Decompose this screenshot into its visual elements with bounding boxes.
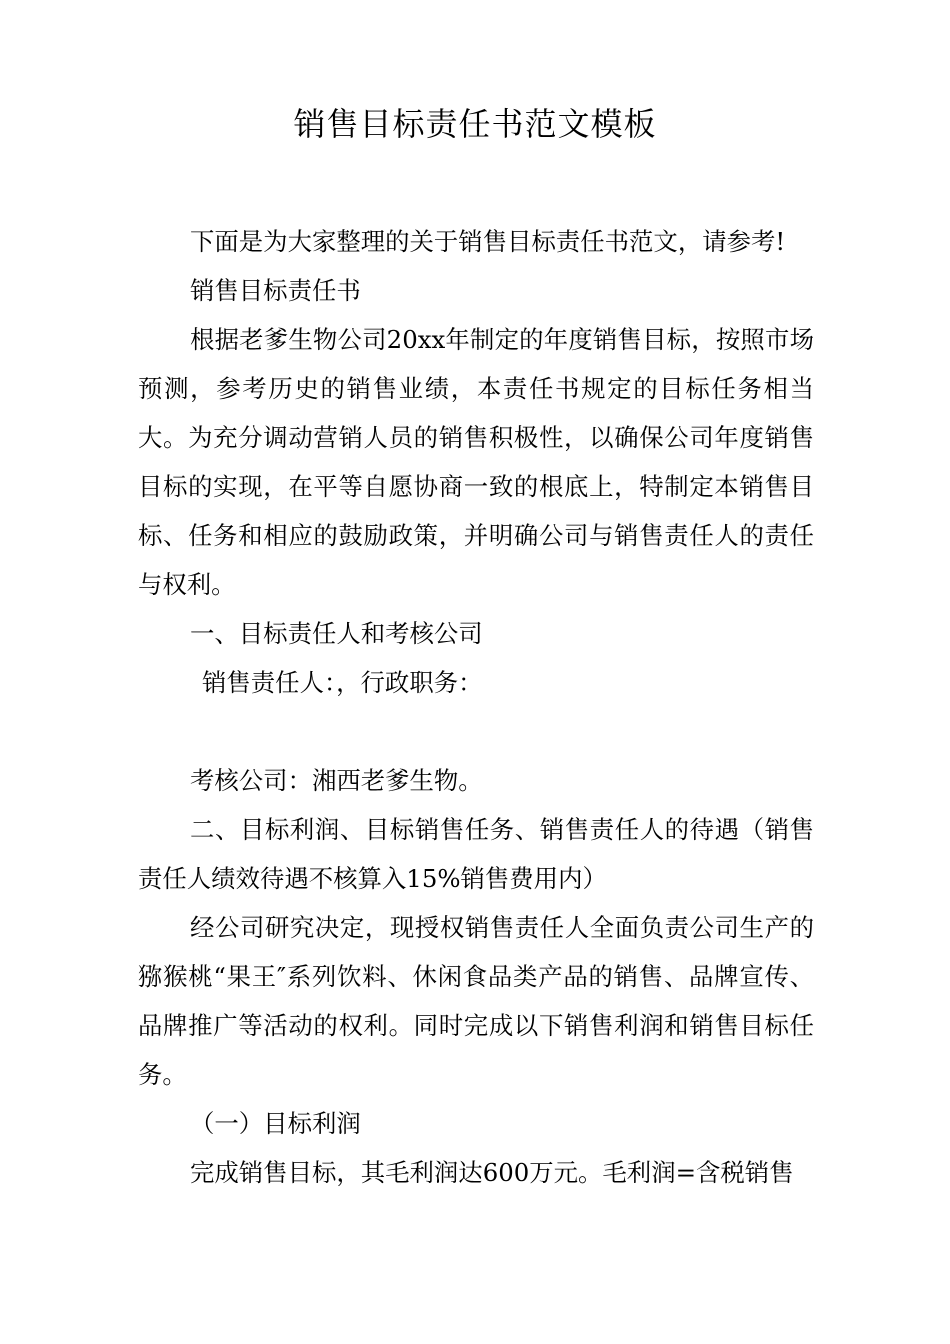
section-heading: 销售目标责任书 [190,276,361,305]
section-heading: 一、目标责任人和考核公司 [190,619,483,648]
document-body [138,217,814,1197]
section-heading: 二、目标利润、目标销售任务、销售责任人的待遇（销售责任人绩效待遇不核算入15%销售费用内） [138,815,814,893]
body-paragraph: 根据老爹生物公司20xx年制定的年度销售目标，按照市场预测，参考历史的销售业绩，本责任书规定的目标任务相当大。为充分调动营销人员的销售积极性，以确保公司年度销售目标的实现，在平等自愿协商一致的根底上，特制定本销售目标、任务和相应的鼓励政策，并明确公司与销售责任人的责任与权利。 [138,325,814,599]
body-paragraph: 销售责任人：，行政职务： [202,668,483,697]
blank-line [138,707,814,756]
body-paragraph: 经公司研究决定，现授权销售责任人全面负责公司生产的猕猴桃“果王″系列饮料、休闲食品类产品的销售、品牌宣传、品牌推广等活动的权利。同时完成以下销售利润和销售目标任务。 [138,913,814,1089]
document-title: 销售目标责任书范文模板 [293,105,657,143]
body-paragraph: 考核公司：湘西老爹生物。 [190,766,483,795]
body-paragraph: 完成销售目标，其毛利润达600万元。毛利润=含税销售 [190,1158,794,1187]
subsection-heading: （一）目标利润 [190,1109,361,1138]
intro-paragraph: 下面是为大家整理的关于销售目标责任书范文，请参考! [190,227,786,256]
